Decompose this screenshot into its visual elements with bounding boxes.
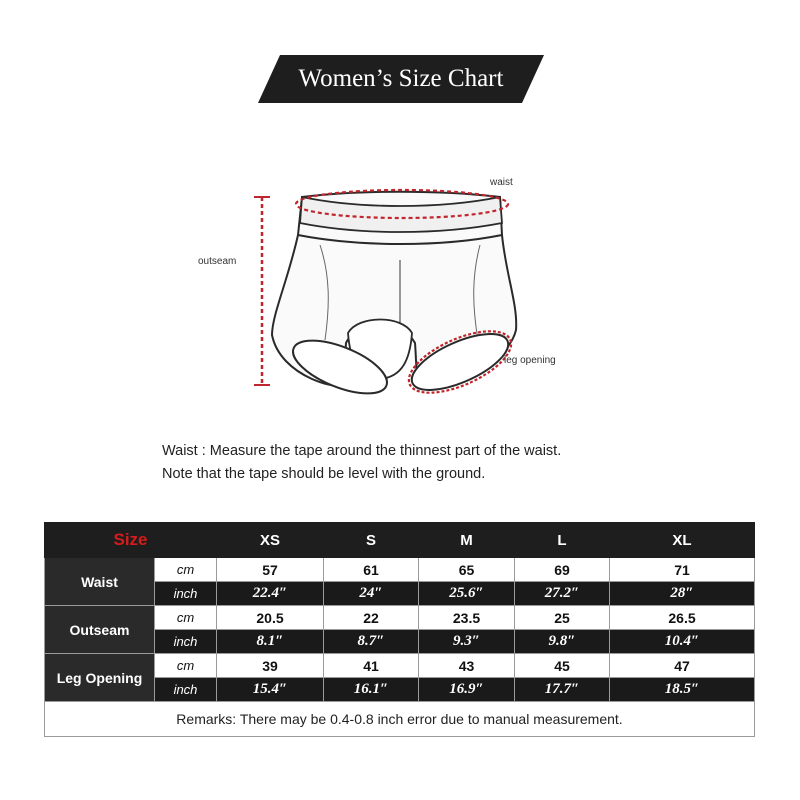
value-cell: 16.9″ bbox=[419, 678, 515, 702]
value-cell: 22.4″ bbox=[217, 582, 324, 606]
waist-instruction: Waist : Measure the tape around the thinnest part of the waist. bbox=[162, 443, 562, 459]
value-cell: 28″ bbox=[610, 582, 755, 606]
value-cell: 17.7″ bbox=[515, 678, 610, 702]
remarks-text: Remarks: There may be 0.4-0.8 inch error due to manual measurement. bbox=[45, 702, 755, 737]
value-cell: 15.4″ bbox=[217, 678, 324, 702]
value-cell: 26.5 bbox=[610, 606, 755, 630]
table-row bbox=[45, 558, 755, 582]
value-cell: 22 bbox=[324, 606, 419, 630]
size-header-cell: L bbox=[515, 523, 610, 558]
size-header-cell: XL bbox=[610, 523, 755, 558]
waist-label: waist bbox=[490, 177, 513, 188]
table-row bbox=[45, 654, 755, 678]
table-row bbox=[45, 606, 755, 630]
row-category: Outseam bbox=[45, 606, 155, 654]
outseam-label: outseam bbox=[198, 256, 237, 267]
page-title: Women’s Size Chart bbox=[298, 65, 504, 92]
row-category: Waist bbox=[45, 558, 155, 606]
remarks-row bbox=[45, 702, 755, 737]
value-cell: 8.7″ bbox=[324, 630, 419, 654]
unit-cell: inch bbox=[155, 582, 217, 606]
value-cell: 23.5 bbox=[419, 606, 515, 630]
value-cell: 18.5″ bbox=[610, 678, 755, 702]
value-cell: 25.6″ bbox=[419, 582, 515, 606]
size-header: Size bbox=[45, 523, 217, 558]
value-cell: 9.3″ bbox=[419, 630, 515, 654]
unit-cell: cm bbox=[155, 606, 217, 630]
unit-cell: inch bbox=[155, 630, 217, 654]
value-cell: 24″ bbox=[324, 582, 419, 606]
value-cell: 61 bbox=[324, 558, 419, 582]
size-header-cell: XS bbox=[217, 523, 324, 558]
table-header-row bbox=[45, 523, 755, 558]
value-cell: 71 bbox=[610, 558, 755, 582]
value-cell: 45 bbox=[515, 654, 610, 678]
value-cell: 41 bbox=[324, 654, 419, 678]
unit-cell: cm bbox=[155, 558, 217, 582]
value-cell: 20.5 bbox=[217, 606, 324, 630]
value-cell: 47 bbox=[610, 654, 755, 678]
briefs-diagram bbox=[180, 165, 600, 405]
value-cell: 9.8″ bbox=[515, 630, 610, 654]
value-cell: 10.4″ bbox=[610, 630, 755, 654]
value-cell: 65 bbox=[419, 558, 515, 582]
briefs-illustration bbox=[180, 165, 600, 405]
value-cell: 16.1″ bbox=[324, 678, 419, 702]
value-cell: 8.1″ bbox=[217, 630, 324, 654]
title-banner bbox=[258, 55, 544, 103]
unit-cell: inch bbox=[155, 678, 217, 702]
value-cell: 43 bbox=[419, 654, 515, 678]
level-instruction: Note that the tape should be level with the ground. bbox=[162, 466, 486, 482]
size-table bbox=[44, 522, 755, 737]
size-header-cell: S bbox=[324, 523, 419, 558]
value-cell: 69 bbox=[515, 558, 610, 582]
size-header-cell: M bbox=[419, 523, 515, 558]
value-cell: 57 bbox=[217, 558, 324, 582]
unit-cell: cm bbox=[155, 654, 217, 678]
row-category: Leg Opening bbox=[45, 654, 155, 702]
value-cell: 25 bbox=[515, 606, 610, 630]
value-cell: 27.2″ bbox=[515, 582, 610, 606]
leg-opening-label: leg opening bbox=[504, 355, 556, 366]
value-cell: 39 bbox=[217, 654, 324, 678]
